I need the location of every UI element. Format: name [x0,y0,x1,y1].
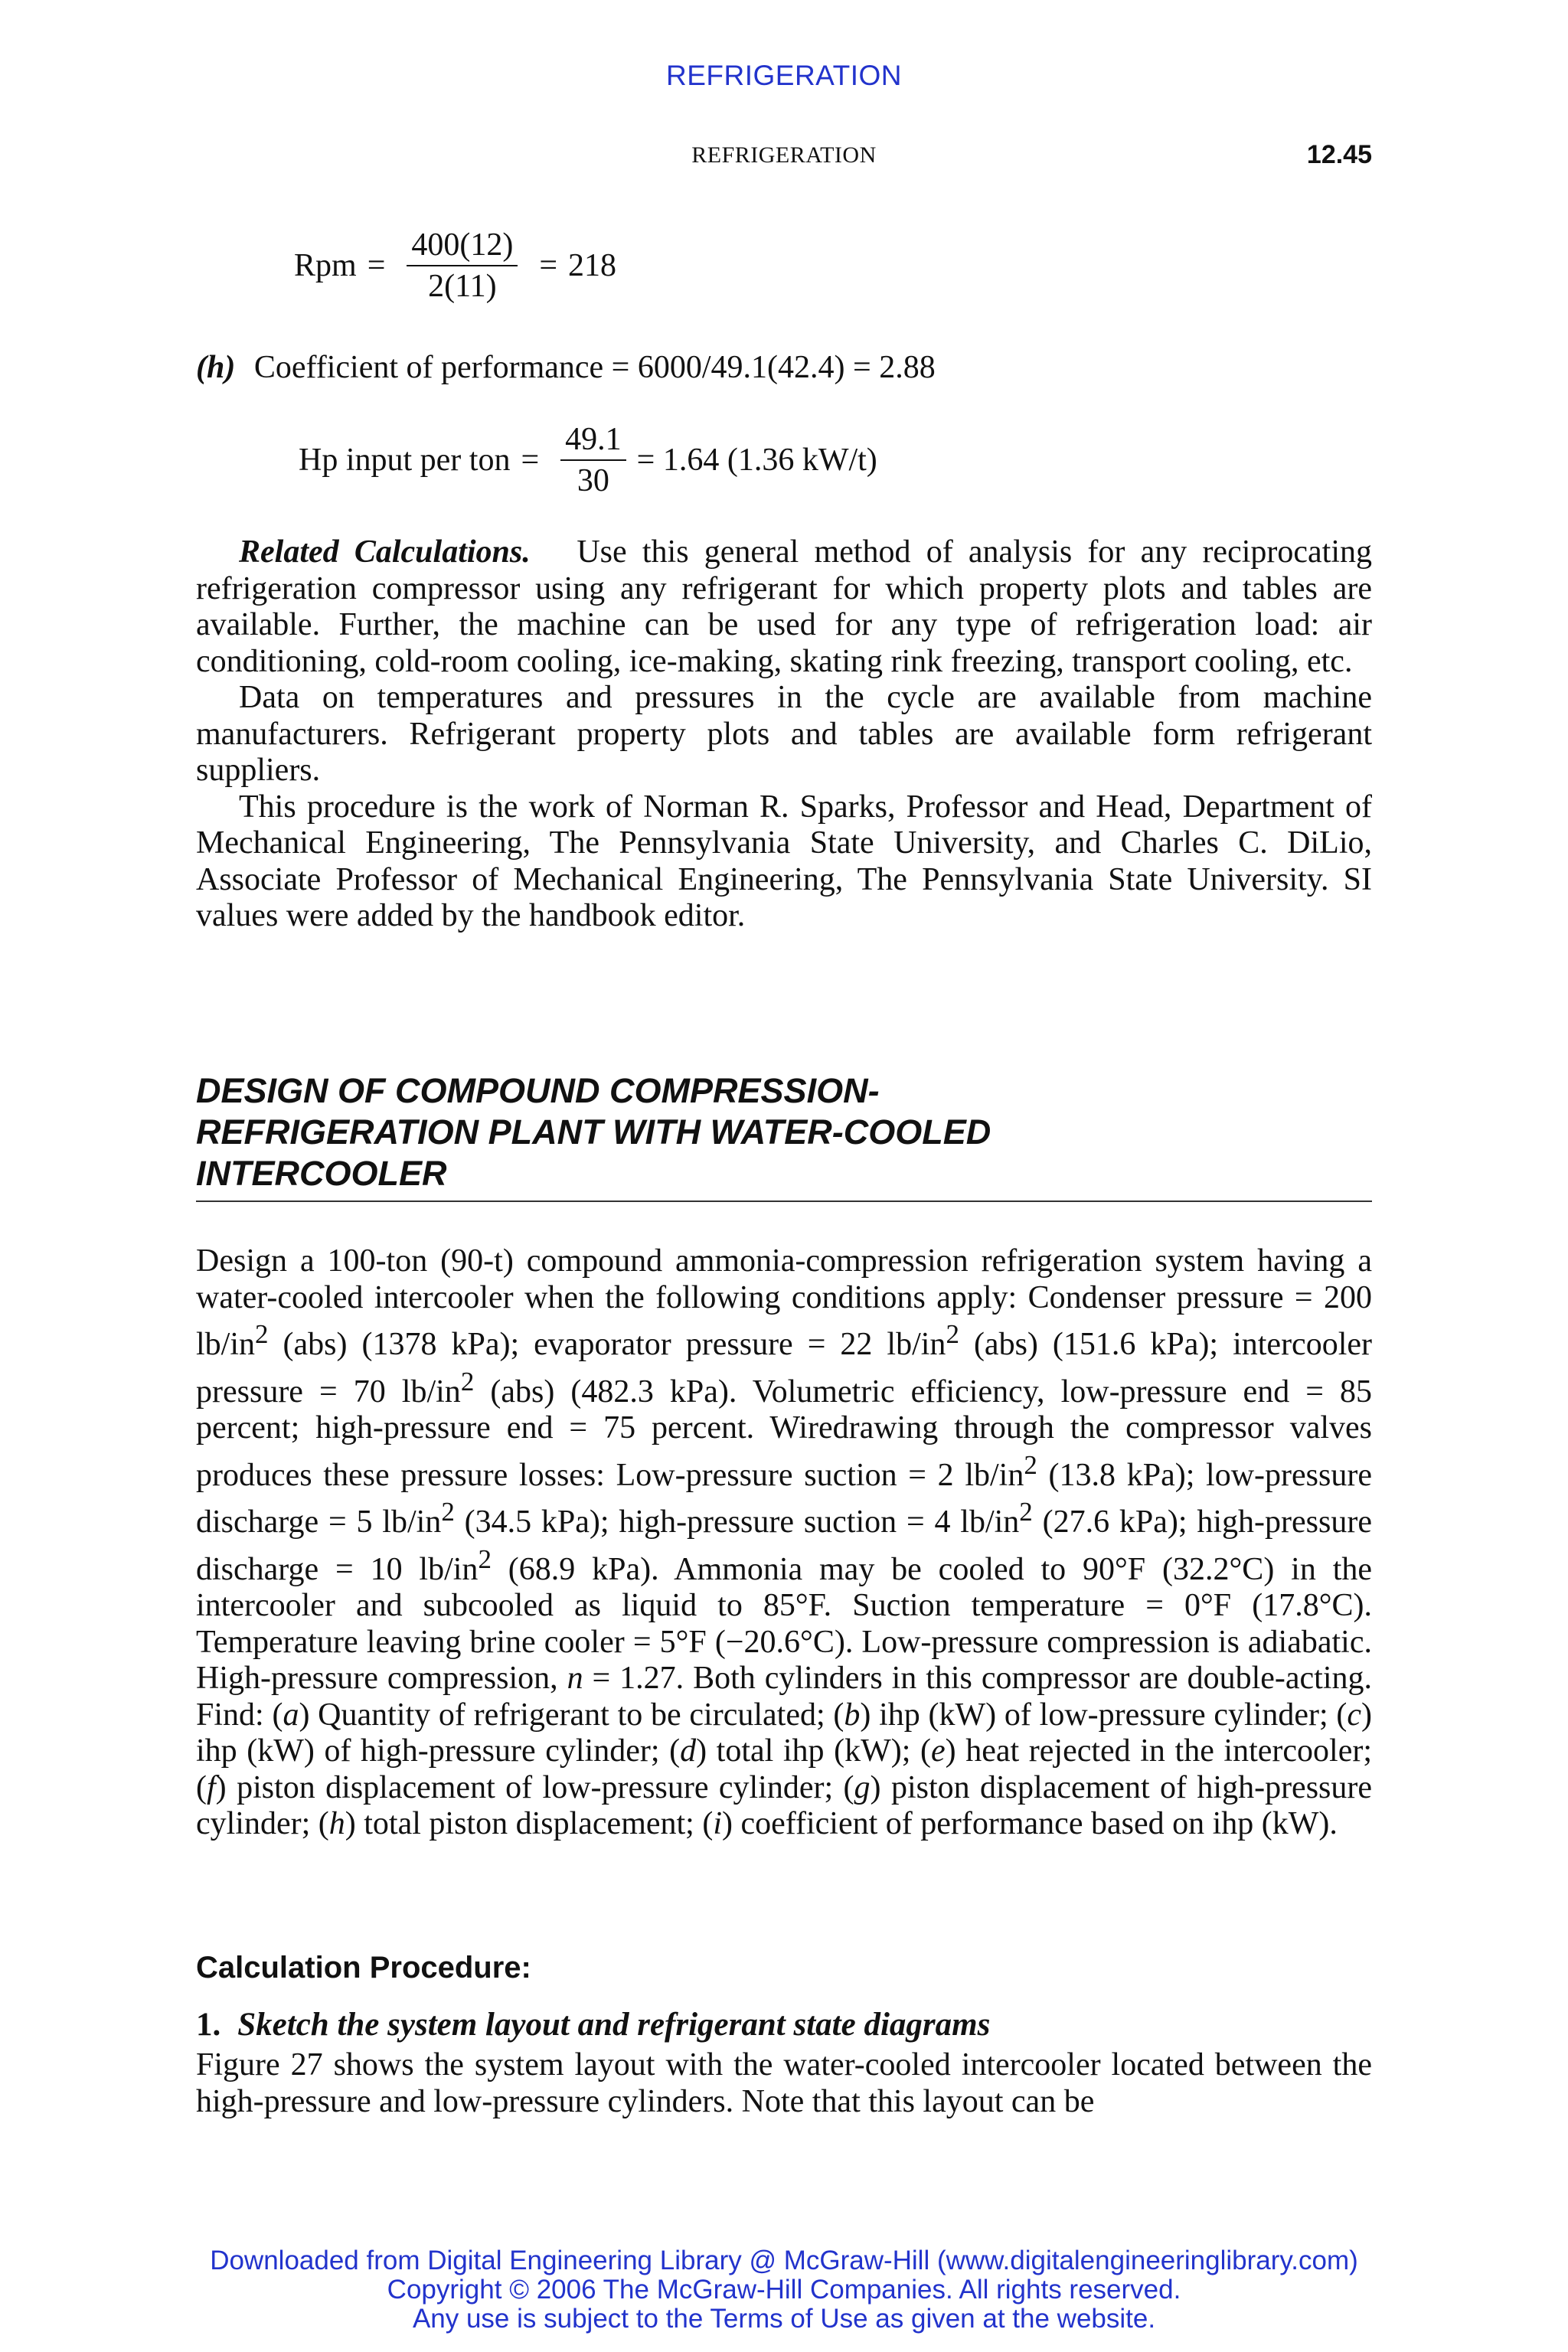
superscript: 2 [460,1366,475,1396]
item-label: d [680,1733,697,1769]
problem-statement [196,1243,1372,1843]
eq-hp-numerator: 49.1 [560,423,626,461]
section-rule [196,1200,1372,1202]
problem-text: (13.8 kPa); low-pressure discharge = 5 lb/in [196,1457,1372,1540]
problem-text: ) piston displacement of high-pressure cylinder; ( [196,1769,1373,1841]
item-label: c [1347,1697,1362,1733]
related-paragraph-2: Data on temperatures and pressures in the cycle are available from machine manufacturers. Refrigerant property plots and tables are available form refrigerant suppliers. [196,680,1372,788]
eq-rpm-equals: = [367,248,386,284]
eq-hp-lhs: Hp input per ton [299,443,511,479]
footer-terms[interactable]: Any use is subject to the Terms of Use as given at the website. [412,2304,1156,2334]
section-title [196,1070,1372,1194]
superscript: 2 [946,1319,959,1349]
footer [0,2246,1568,2334]
problem-text: ) heat rejected in the intercooler; ( [196,1733,1372,1805]
item-label: f [207,1769,216,1805]
page-number: 12.45 [1306,140,1372,169]
problem-text: ) Quantity of refrigerant to be circulated; ( [299,1697,844,1733]
section-title-line-3: INTERCOOLER [196,1154,447,1193]
eq-hp-fraction [560,423,626,498]
eq-rpm-result: 218 [568,248,617,284]
top-link[interactable]: REFRIGERATION [666,60,902,91]
related-text-1: Use this general method of analysis for any reciprocating refrigeration compressor using any refrigerant for which property plots and tables are available. Further, the machine can be used for any type of refrigeration load: air conditioning, cold-room cooling, ice-making, skating rink freezing, transport cooling, etc. [196,534,1372,679]
item-label: g [854,1769,871,1805]
superscript: 2 [478,1544,492,1574]
item-label: h [328,1806,345,1841]
eq-hp-result: = 1.64 (1.36 kW/t) [636,443,877,479]
eq-rpm-fraction [407,228,518,303]
eq-cop-text: Coefficient of performance = 6000/49.1(42.4) = 2.88 [253,350,936,385]
problem-text: Design a 100-ton (90-t) compound ammonia-compression refrigeration system having a water-cooled intercooler when the following conditions apply: Condenser pressure = 200 lb/in [196,1243,1372,1362]
section-title-line-2: REFRIGERATION PLANT WITH WATER-COOLED [196,1112,991,1152]
problem-text: = 1.27. Both cylinders in this compressor are double-acting. Find: ( [196,1661,1372,1733]
superscript: 2 [1019,1497,1033,1527]
superscript: 2 [1024,1449,1037,1480]
related-paragraph-1 [196,534,1372,680]
calculation-procedure-heading: Calculation Procedure: [196,1951,531,1984]
eq-hp-denominator: 30 [577,463,609,499]
eq-rpm-lhs: Rpm [294,248,357,284]
equation-cop [196,349,936,386]
section-title-line-1: DESIGN OF COMPOUND COMPRESSION- [196,1071,880,1110]
variable-n: n [567,1661,583,1696]
footer-download-link[interactable]: Downloaded from Digital Engineering Library @ McGraw-Hill (www.digitalengineeringlibrary.com) [210,2246,1358,2275]
eq-cop-label: (h) [196,350,236,385]
problem-text: (68.9 kPa). Ammonia may be cooled to 90°F (32.2°C) in the intercooler and subcooled as liquid to 85°F. Suction temperature = 0°F (17.8°C). Temperature leaving brine cooler = 5°F (−20.6°C). Low-pressure compression is adiabatic. High-pressure compression, [196,1551,1373,1696]
item-label: e [931,1733,946,1769]
footer-copyright[interactable]: Copyright © 2006 The McGraw-Hill Companies. All rights reserved. [387,2275,1181,2305]
problem-text: ) piston displacement of low-pressure cylinder; ( [215,1769,854,1805]
item-label: b [844,1697,861,1733]
problem-text: (abs) (1378 kPa); evaporator pressure = 22 lb/in [268,1327,946,1362]
item-label: a [283,1697,299,1733]
superscript: 2 [255,1319,269,1349]
step-1-body [196,2047,1372,2120]
related-paragraph-3: This procedure is the work of Norman R. Sparks, Professor and Head, Department of Mechanical Engineering, The Pennsylvania State University, and Charles C. DiLio, Associate Professor of Mechanical Engineering, The Pennsylvania State University. SI values were added by the handbook editor. [196,789,1372,933]
problem-text: ) ihp (kW) of high-pressure cylinder; ( [196,1697,1373,1769]
problem-text: ) total piston displacement; ( [345,1806,714,1841]
eq-rpm-equals-2: = [539,248,558,284]
problem-text: ) ihp (kW) of low-pressure cylinder; ( [860,1697,1348,1733]
related-calculations [196,534,1372,935]
equation-hp-per-ton [299,423,877,498]
problem-text: (abs) (482.3 kPa). Volumetric efficiency, low-pressure end = 85 percent; high-pressure end = 75 percent. Wiredrawing through the compressor valves produces these pressure losses: Low-pressure suction = 2 lb/in [196,1374,1373,1493]
step-1-text: Figure 27 shows the system layout with the water-cooled intercooler located between the high-pressure and low-pressure cylinders. Note that this layout can be [196,2047,1372,2119]
step-1-heading [196,2006,990,2043]
problem-text: ) total ihp (kW); ( [696,1733,932,1769]
eq-hp-equals: = [521,443,540,479]
problem-text: (34.5 kPa); high-pressure suction = 4 lb/in [454,1504,1020,1540]
item-label: i [713,1806,722,1841]
eq-rpm-denominator: 2(11) [428,269,497,305]
problem-text: (27.6 kPa); high-pressure discharge = 10 lb/in [196,1504,1372,1587]
step-1-title: Sketch the system layout and refrigerant state diagrams [237,2007,991,2043]
eq-rpm-numerator: 400(12) [407,228,518,266]
superscript: 2 [441,1497,455,1527]
problem-paragraph [196,1243,1372,1843]
problem-text: ) coefficient of performance based on ihp (kW). [722,1806,1338,1841]
problem-text: (abs) (151.6 kPa); intercooler pressure = 70 lb/in [196,1327,1372,1410]
running-head: REFRIGERATION [691,142,877,168]
equation-rpm [294,228,616,303]
step-1-number: 1. [196,2007,221,2043]
related-heading: Related Calculations. [239,534,531,570]
